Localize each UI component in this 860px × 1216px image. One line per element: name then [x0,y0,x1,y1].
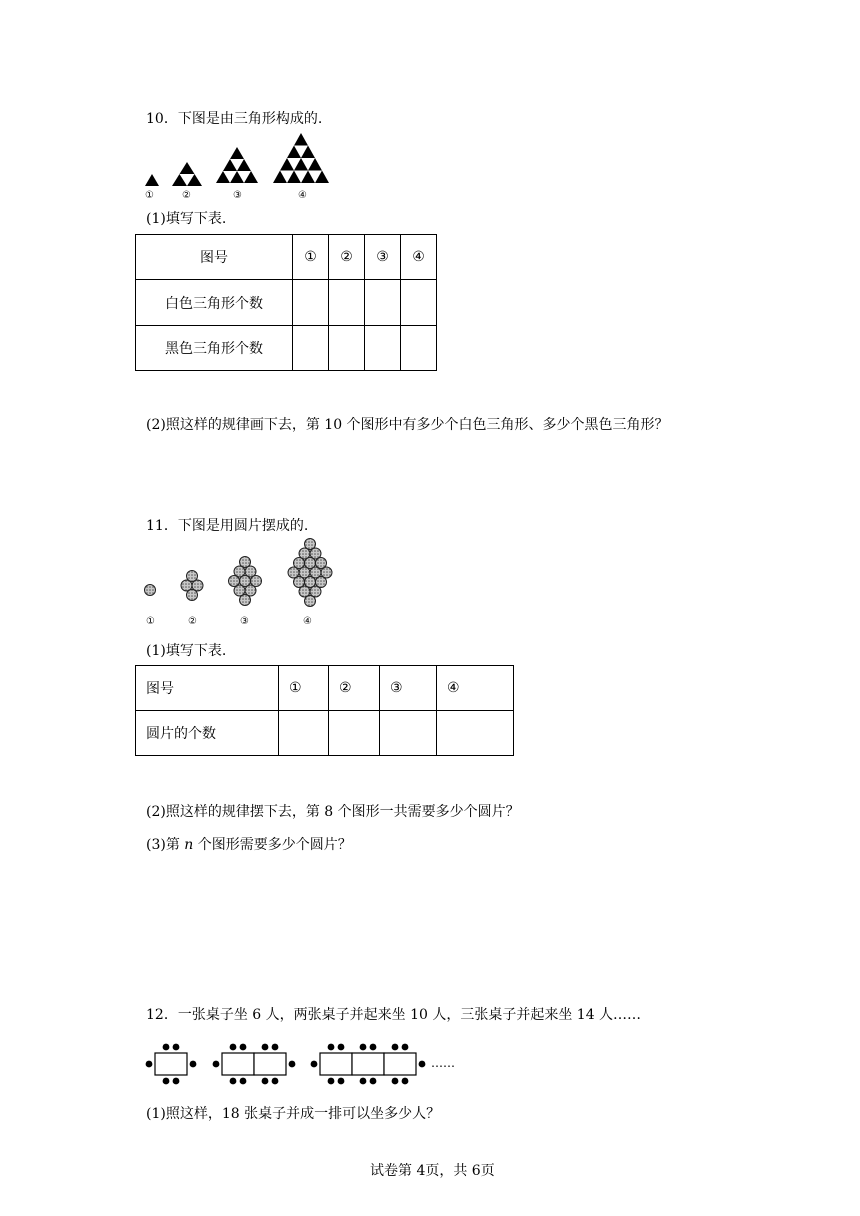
header-cell: ② [329,666,380,711]
seat-dot [240,1078,247,1085]
q10-title: 10．下图是由三角形构成的. [146,111,323,127]
seat-dot [230,1044,237,1051]
table-arrangements [146,1044,426,1085]
header-cell: ① [293,235,329,280]
seat-dot [240,1044,247,1051]
table-row [136,235,437,280]
page-footer: 试卷第 4页，共 6页 [370,1163,495,1179]
triangle-figure-2 [172,162,202,186]
triangle-figure-3 [216,147,258,183]
seat-dot [272,1078,279,1085]
table-row [136,280,437,326]
seat-dot [230,1078,237,1085]
answer-cell[interactable] [380,711,437,756]
q11-part3 [146,834,352,854]
q11-part3-prefix: (3)第 [146,837,185,853]
q10-table [135,234,437,371]
seat-dot [146,1061,153,1068]
seat-dot [392,1044,399,1051]
q12-ellipsis: …… [431,1056,455,1070]
disc-figure-3 [229,557,262,606]
table-rect [155,1053,187,1075]
answer-cell[interactable] [365,326,401,371]
table-rect [352,1053,384,1075]
seat-dot [370,1044,377,1051]
seat-dot [360,1044,367,1051]
q12-table-figures [140,1038,480,1090]
seat-dot [190,1061,197,1068]
answer-cell[interactable] [279,711,329,756]
q10-part2: (2)照这样的规律画下去，第 10 个图形中有多少个白色三角形、多少个黑色三角形？ [146,417,669,433]
seat-dot [328,1044,335,1051]
table-arrangement-3 [311,1044,426,1085]
q11-disc-figures [140,538,340,630]
disc-figure-4 [288,539,332,607]
seat-dot [419,1061,426,1068]
seat-dot [262,1078,269,1085]
table-rect [384,1053,416,1075]
answer-cell[interactable] [293,280,329,326]
header-cell: 图号 [136,666,279,711]
header-cell: ③ [365,235,401,280]
q10-fig-label-1: ① [145,190,154,201]
answer-cell[interactable] [293,326,329,371]
header-cell: 图号 [136,235,293,280]
q10-part1: (1)填写下表. [146,211,227,227]
seat-dot [360,1078,367,1085]
table-rect [254,1053,286,1075]
seat-dot [272,1044,279,1051]
header-cell: ④ [437,666,514,711]
header-cell: ② [329,235,365,280]
header-cell: ① [279,666,329,711]
answer-cell[interactable] [437,711,514,756]
row-label: 黑色三角形个数 [136,326,293,371]
seat-dot [163,1044,170,1051]
header-cell: ④ [401,235,437,280]
q10-fig-label-3: ③ [233,190,242,201]
seat-dot [213,1061,220,1068]
q11-fig-label-1: ① [146,616,155,627]
seat-dot [402,1044,409,1051]
answer-cell[interactable] [401,326,437,371]
q10-fig-label-4: ④ [298,190,307,201]
disc [240,595,251,606]
q11-part3-variable: n [184,837,194,853]
seat-dot [402,1078,409,1085]
q12-title: 12．一张桌子坐 6 人，两张桌子并起来坐 10 人，三张桌子并起来坐 14 人…… [146,1007,642,1023]
q11-table [135,665,514,756]
seat-dot [338,1078,345,1085]
disc [187,590,198,601]
disc-figure-2 [181,571,203,601]
q11-fig-label-2: ② [188,616,197,627]
answer-cell[interactable] [329,711,380,756]
seat-dot [392,1078,399,1085]
table-rect [320,1053,352,1075]
seat-dot [173,1044,180,1051]
seat-dot [262,1044,269,1051]
q10-triangle-figures [140,130,340,202]
seat-dot [173,1078,180,1085]
q10-fig-label-2: ② [182,190,191,201]
q11-fig-label-3: ③ [240,616,249,627]
q11-part3-suffix: 个图形需要多少个圆片？ [193,837,352,853]
answer-cell[interactable] [365,280,401,326]
seat-dot [370,1078,377,1085]
table-row [136,711,514,756]
row-label: 圆片的个数 [136,711,279,756]
q11-part2: (2)照这样的规律摆下去，第 8 个图形一共需要多少个圆片？ [146,804,520,820]
table-arrangement-1 [146,1044,197,1085]
disc [145,585,156,596]
seat-dot [163,1078,170,1085]
answer-cell[interactable] [329,280,365,326]
seat-dot [328,1078,335,1085]
q11-fig-label-4: ④ [303,616,312,627]
answer-cell[interactable] [329,326,365,371]
table-rect [222,1053,254,1075]
seat-dot [311,1061,318,1068]
q11-part1: (1)填写下表. [146,643,227,659]
q12-part1: (1)照这样，18 张桌子并成一排可以坐多少人？ [146,1106,441,1122]
disc-figure-1 [145,585,156,596]
q11-title: 11．下图是用圆片摆成的. [146,518,309,534]
seat-dot [289,1061,296,1068]
table-row [136,666,514,711]
triangle-figure-1 [145,174,159,186]
table-row [136,326,437,371]
table-arrangement-2 [213,1044,296,1085]
triangle-figure-4 [273,133,329,183]
disc [305,596,316,607]
row-label: 白色三角形个数 [136,280,293,326]
header-cell: ③ [380,666,437,711]
seat-dot [338,1044,345,1051]
answer-cell[interactable] [401,280,437,326]
